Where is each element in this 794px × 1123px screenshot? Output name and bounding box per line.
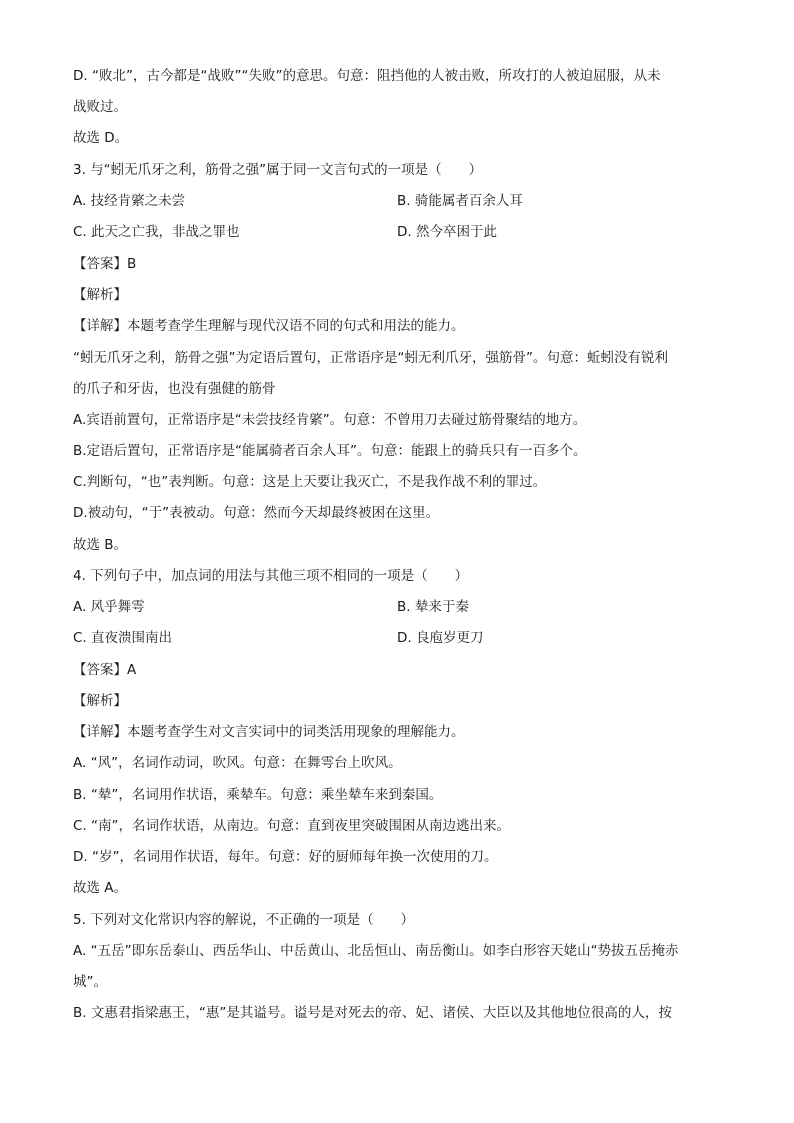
text-line: B.定语后置句，正常语序是“能属骑者百余人耳”。句意：能跟上的骑兵只有一百多个。 — [73, 443, 587, 459]
question-3-stem: 3. 与“蚓无爪牙之利，筋骨之强”属于同一文言句式的一项是（ ） — [73, 162, 483, 178]
text-line: A.宾语前置句，正常语序是“未尝技经肯綮”。句意：不曾用刀去碰过筋骨聚结的地方。 — [73, 412, 587, 428]
q4-option-c: C. 直夜溃围南出 — [73, 630, 173, 646]
text-line: 的爪子和牙齿，也没有强健的筋骨 — [73, 381, 276, 397]
q3-option-d: D. 然今卒困于此 — [397, 224, 497, 240]
detail-line: 【详解】本题考查学生理解与现代汉语不同的句式和用法的能力。 — [73, 318, 465, 334]
answer-label: 【答案】B — [73, 256, 137, 272]
q4-option-d: D. 良庖岁更刀 — [397, 630, 484, 646]
text-line: 战败过。 — [73, 99, 127, 115]
answer-label: 【答案】A — [73, 662, 137, 678]
text-line: A. “风”，名词作动词，吹风。句意：在舞雩台上吹风。 — [73, 755, 402, 771]
q4-option-b: B. 辇来于秦 — [397, 599, 469, 615]
text-line: 城”。 — [73, 974, 107, 990]
text-line: 故选 D。 — [73, 130, 129, 146]
text-line: B. “辇”，名词用作状语，乘辇车。句意：乘坐辇车来到秦国。 — [73, 787, 443, 803]
q3-option-c: C. 此天之亡我，非战之罪也 — [73, 224, 240, 240]
text-line: 故选 A。 — [73, 880, 128, 896]
text-line: C.判断句，“也”表判断。句意：这是上天要让我灭亡，不是我作战不利的罪过。 — [73, 474, 547, 490]
q3-option-b: B. 骑能属者百余人耳 — [397, 193, 523, 209]
q3-option-a: A. 技经肯綮之未尝 — [73, 193, 186, 209]
q5-option-a: A. “五岳”即东岳泰山、西岳华山、中岳黄山、北岳恒山、南岳衡山。如李白形容天姥山“势拔五岳掩赤 — [73, 943, 679, 959]
text-line: D. “岁”，名词用作状语，每年。句意：好的厨师每年换一次使用的刀。 — [73, 849, 498, 865]
text-line: D. “败北”，古今都是“战败”“失败”的意思。句意：阻挡他的人被击败，所攻打的人被迫屈服，从未 — [73, 68, 661, 84]
question-4-stem: 4. 下列句子中，加点词的用法与其他三项不相同的一项是（ ） — [73, 568, 469, 584]
text-line: D.被动句，“于”表被动。句意：然而今天却最终被困在这里。 — [73, 505, 440, 521]
question-5-stem: 5. 下列对文化常识内容的解说，不正确的一项是（ ） — [73, 912, 415, 928]
analysis-label: 【解析】 — [73, 287, 127, 303]
text-line: C. “南”，名词作状语，从南边。句意：直到夜里突破围困从南边逃出来。 — [73, 818, 510, 834]
q4-option-a: A. 风乎舞雩 — [73, 599, 145, 615]
text-line: “蚓无爪牙之利，筋骨之强”为定语后置句，正常语序是“蚓无利爪牙，强筋骨”。句意：蚯蚓没有锐利 — [73, 350, 668, 366]
text-line: 故选 B。 — [73, 537, 128, 553]
detail-line: 【详解】本题考查学生对文言实词中的词类活用现象的理解能力。 — [73, 724, 465, 740]
q5-option-b: B. 文惠君指梁惠王，“惠”是其谥号。谥号是对死去的帝、妃、诸侯、大臣以及其他地位很高的人，按 — [73, 1005, 672, 1021]
analysis-label: 【解析】 — [73, 693, 127, 709]
